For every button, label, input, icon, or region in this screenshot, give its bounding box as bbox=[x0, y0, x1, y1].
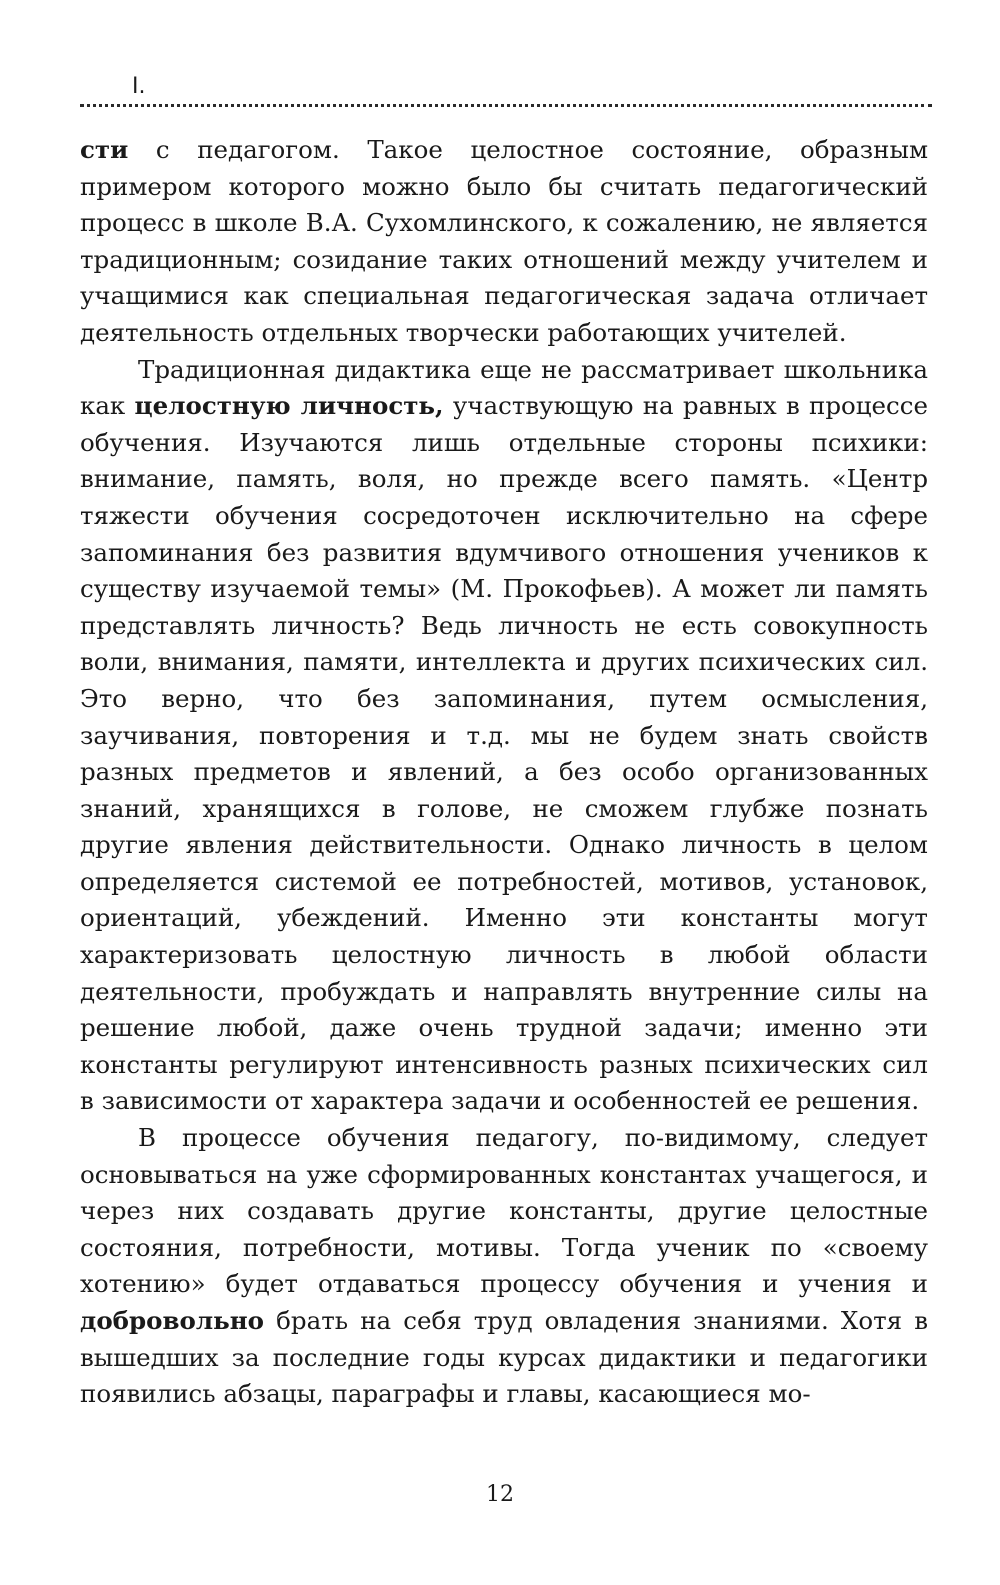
bold-fragment: сти bbox=[80, 135, 129, 164]
body-text bbox=[80, 132, 928, 1413]
page-number: 12 bbox=[486, 1482, 514, 1507]
text-fragment: брать на себя труд овладения знаниями. Хотя в вышедших за последние годы курсах дидактики и педагогики появились абзацы, параграфы и главы, касающиеся мо- bbox=[80, 1306, 928, 1409]
running-head: I. bbox=[132, 74, 146, 99]
paragraph-3 bbox=[80, 1120, 928, 1413]
bold-fragment: добровольно bbox=[80, 1306, 265, 1335]
text-fragment: Традиционная дидактика еще не рассматривает школьника как bbox=[80, 354, 928, 421]
paragraph-2 bbox=[80, 352, 928, 1120]
header-dotted-rule bbox=[80, 104, 932, 107]
text-fragment: с педагогом. Такое целостное состояние, образным примером которого можно было бы считать педагогический процесс в школе В.А. Сухомлинского, к сожалению, не является традиционным; созидание таких отношений между учителем и учащимися как специальная педагогическая задача отличает деятельность отдельных творчески работающих учителей. bbox=[80, 135, 928, 347]
text-fragment: участвующую на равных в процессе обучения. Изучаются лишь отдельные стороны психики: внимание, память, воля, но прежде всего память. «Центр тяжести обучения сосредоточен исключительно на сфере запоминания без развития вдумчивого отношения учеников к существу изучаемой темы» (М. Прокофьев). А может ли память представлять личность? Ведь личность не есть совокупность воли, внимания, памяти, интеллекта и других психических сил. Это верно, что без запоминания, путем осмысления, заучивания, повторения и т.д. мы не будем знать свойств разных предметов и явлений, а без особо организованных знаний, хранящихся в голове, не сможем глубже познать другие явления действительности. Однако личность в целом определяется системой ее потребностей, мотивов, установок, ориентаций, убеждений. Именно эти константы могут характеризовать целостную личность в любой области деятельности, пробуждать и направлять внутренние силы на решение любой, даже очень трудной задачи; именно эти константы регулируют интенсивность разных психических сил в зависимости от характера задачи и особенностей ее решения. bbox=[80, 391, 928, 1116]
bold-fragment: целостную личность, bbox=[134, 391, 444, 421]
paragraph-1 bbox=[80, 132, 928, 352]
text-fragment: В процессе обучения педагогу, по-видимому, следует основываться на уже сформированных константах учащегося, и через них создавать другие константы, другие целостные состояния, потребности, мотивы. Тогда ученик по «своему хотению» будет отдаваться процессу обучения и учения и bbox=[80, 1123, 928, 1299]
